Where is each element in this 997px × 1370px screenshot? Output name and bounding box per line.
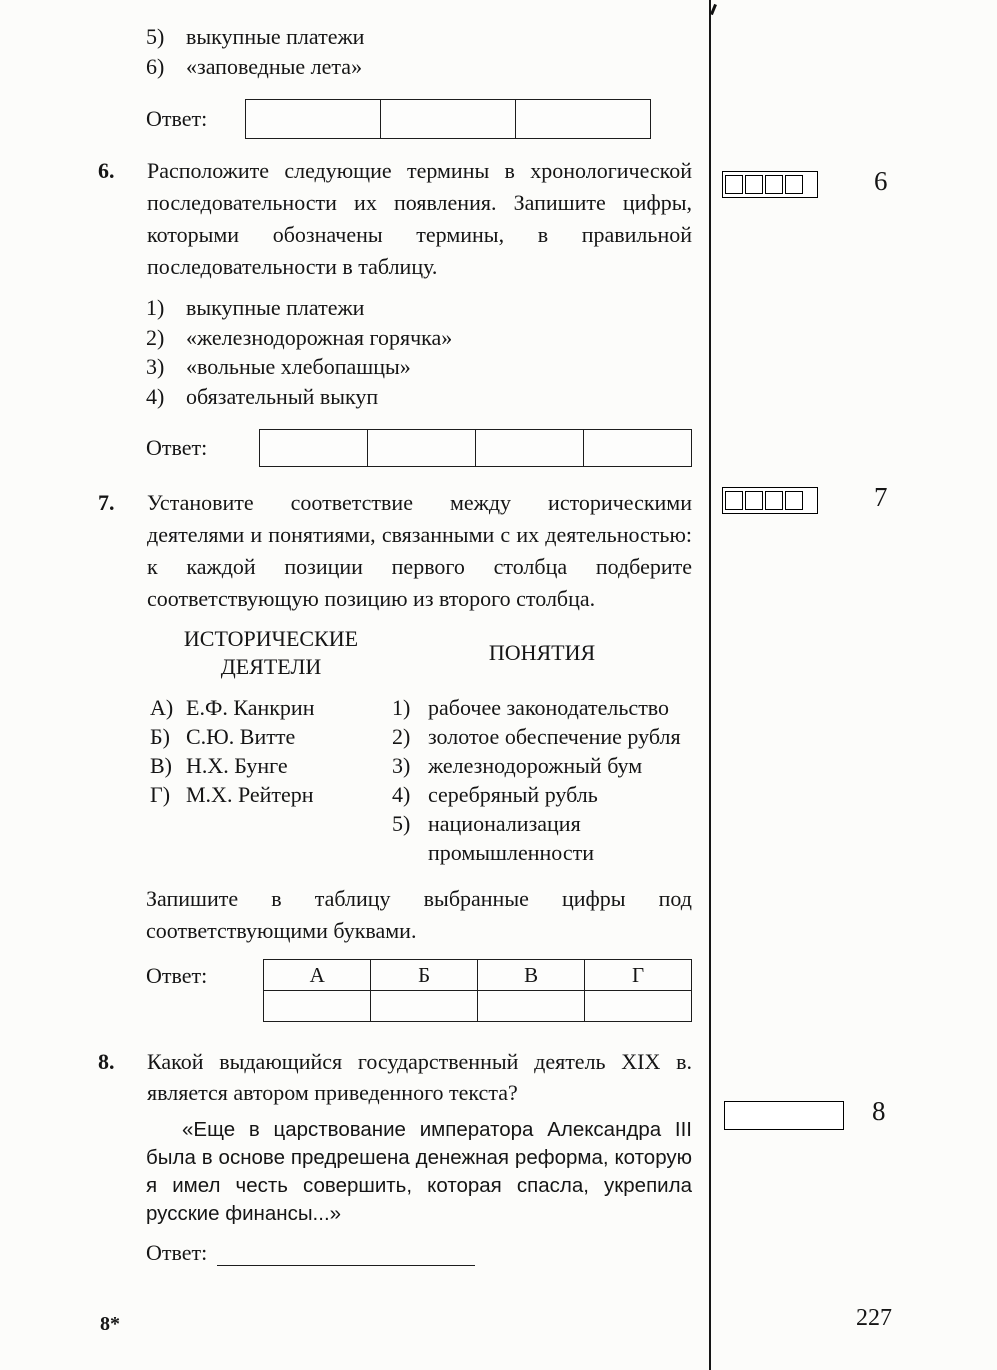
margin-rule	[709, 0, 711, 1370]
item-marker: 3)	[146, 354, 165, 379]
column-header-left: ИСТОРИЧЕСКИЕ ДЕЯТЕЛИ	[183, 626, 359, 679]
answer-cell	[264, 991, 370, 1021]
answer-row-q7	[98, 959, 692, 1022]
question-7	[98, 487, 692, 1022]
question-text: Какой выдающийся государственный деятель XIX в. является автором приведенного текста?	[147, 1049, 692, 1105]
answer-cell	[583, 430, 691, 466]
answer-label: Ответ:	[146, 963, 208, 988]
item-text: выкупные платежи	[186, 24, 365, 49]
column-header-right: ПОНЯТИЯ	[488, 640, 596, 665]
answer-cell	[515, 100, 650, 138]
answer-cell	[260, 430, 367, 466]
answer-table-lettered	[263, 959, 692, 1022]
list-item	[150, 722, 392, 751]
answer-table-header: В	[477, 960, 584, 990]
item-marker: 2)	[146, 324, 165, 350]
margin-answer-chips-q6	[722, 171, 818, 198]
answer-row-q6	[98, 429, 692, 467]
item-text: железнодорожный бум	[428, 753, 643, 778]
answer-chip	[765, 175, 783, 194]
item-text: серебряный рубль	[428, 782, 598, 807]
answer-chip	[725, 175, 743, 194]
question-6-stem	[98, 155, 692, 283]
item-text: выкупные платежи	[186, 295, 365, 320]
answer-chip	[745, 491, 763, 510]
margin-answer-box-q8	[724, 1101, 844, 1130]
answer-table-header: Г	[584, 960, 691, 990]
list-item	[150, 780, 392, 809]
answer-cell	[584, 991, 691, 1021]
question-number: 8.	[98, 1049, 115, 1074]
question-number: 7.	[98, 490, 115, 515]
margin-question-number-6: 6	[874, 166, 888, 196]
answer-chip	[745, 175, 763, 194]
scan-artifact	[710, 4, 717, 15]
question-6-options	[98, 293, 692, 411]
concepts-list	[392, 693, 692, 867]
answer-chip	[785, 491, 803, 510]
item-marker: 5)	[146, 24, 165, 49]
answer-cell	[477, 991, 584, 1021]
list-item	[392, 693, 692, 722]
item-text: национализация промышленности	[428, 811, 594, 865]
question-8-stem	[98, 1046, 692, 1108]
list-item	[146, 22, 692, 52]
list-item	[146, 352, 692, 382]
item-text: обязательный выкуп	[186, 383, 379, 409]
answer-row-q8	[98, 1240, 692, 1266]
main-column	[98, 22, 692, 1266]
question-6	[98, 155, 692, 467]
item-marker: 4)	[146, 383, 165, 409]
answer-table-header: Б	[370, 960, 477, 990]
list-item	[392, 780, 692, 809]
question-7-stem	[98, 487, 692, 615]
item-marker: 4)	[392, 782, 411, 807]
list-item	[146, 382, 692, 412]
page-number: 227	[856, 1305, 892, 1331]
list-item	[392, 751, 692, 780]
list-item	[392, 809, 692, 867]
item-marker: 3)	[392, 753, 411, 778]
answer-table-value-row	[264, 990, 691, 1021]
list-item	[146, 323, 692, 353]
item-text: «заповедные лета»	[186, 53, 363, 79]
answer-blank-line	[217, 1241, 475, 1266]
item-text: золотое обеспечение рубля	[428, 724, 681, 749]
answer-chip	[785, 175, 803, 194]
item-text: рабочее законодательство	[428, 695, 670, 720]
answer-label: Ответ:	[146, 106, 208, 131]
item-text: Н.Х. Бунге	[186, 753, 288, 778]
answer-cell	[380, 100, 515, 138]
item-text: С.Ю. Витте	[186, 724, 296, 749]
answer-table-header-row	[264, 960, 691, 990]
question-5-options	[98, 22, 692, 81]
item-text: М.Х. Рейтерн	[186, 782, 314, 807]
item-marker: 6)	[146, 53, 165, 79]
margin-answer-chips-q7	[722, 487, 818, 514]
item-marker: 1)	[146, 295, 165, 320]
question-7-note: Запишите в таблицу выбранные цифры под соответствующими буквами.	[146, 886, 692, 943]
answer-cell	[475, 430, 583, 466]
item-text: «железнодорожная горячка»	[186, 324, 453, 350]
column-figures	[150, 625, 392, 867]
answer-row-intro	[98, 99, 692, 139]
item-marker: Б)	[150, 724, 170, 749]
question-text: Расположите следующие термины в хронологической последовательности их появления. Запишите цифры, которыми обозначены термины, в правильной последовательности в таблицу.	[147, 158, 692, 279]
answer-table-3cells	[245, 99, 651, 139]
item-marker: В)	[150, 753, 172, 778]
answer-cell	[370, 991, 477, 1021]
answer-chip	[765, 491, 783, 510]
figures-list	[150, 693, 392, 809]
answer-label: Ответ:	[146, 1240, 208, 1265]
list-item	[392, 722, 692, 751]
list-item	[150, 751, 392, 780]
list-item	[150, 693, 392, 722]
list-item	[146, 52, 692, 82]
column-concepts	[392, 625, 692, 867]
answer-cell	[367, 430, 475, 466]
margin-question-number-7: 7	[874, 482, 888, 512]
item-text: «вольные хлебопашцы»	[186, 354, 411, 379]
item-marker: 1)	[392, 695, 411, 720]
margin-question-number-8: 8	[872, 1096, 886, 1126]
item-marker: 5)	[392, 811, 411, 836]
item-marker: 2)	[392, 724, 411, 749]
answer-table-header: А	[309, 963, 325, 987]
list-item	[146, 293, 692, 323]
item-marker: А)	[150, 695, 174, 720]
question-8	[98, 1046, 692, 1266]
question-8-quote: «Еще в царствование императора Александра III была в основе предрешена денежная реформа, которую я имел честь совершить, которая спасла, укрепила русские финансы...»	[146, 1118, 692, 1225]
footer-signature: 8*	[100, 1313, 120, 1335]
answer-table-4cells	[259, 429, 692, 467]
matching-columns	[98, 625, 692, 867]
answer-chip	[725, 491, 743, 510]
item-marker: Г)	[150, 782, 171, 807]
question-text: Установите соответствие между историческими деятелями и понятиями, связанными с их деятельностью: к каждой позиции первого столбца подберите соответствующую позицию из второго столбца.	[147, 490, 692, 611]
answer-cell	[246, 100, 380, 138]
question-number: 6.	[98, 158, 115, 183]
answer-label: Ответ:	[146, 435, 208, 460]
item-text: Е.Ф. Канкрин	[186, 695, 315, 720]
